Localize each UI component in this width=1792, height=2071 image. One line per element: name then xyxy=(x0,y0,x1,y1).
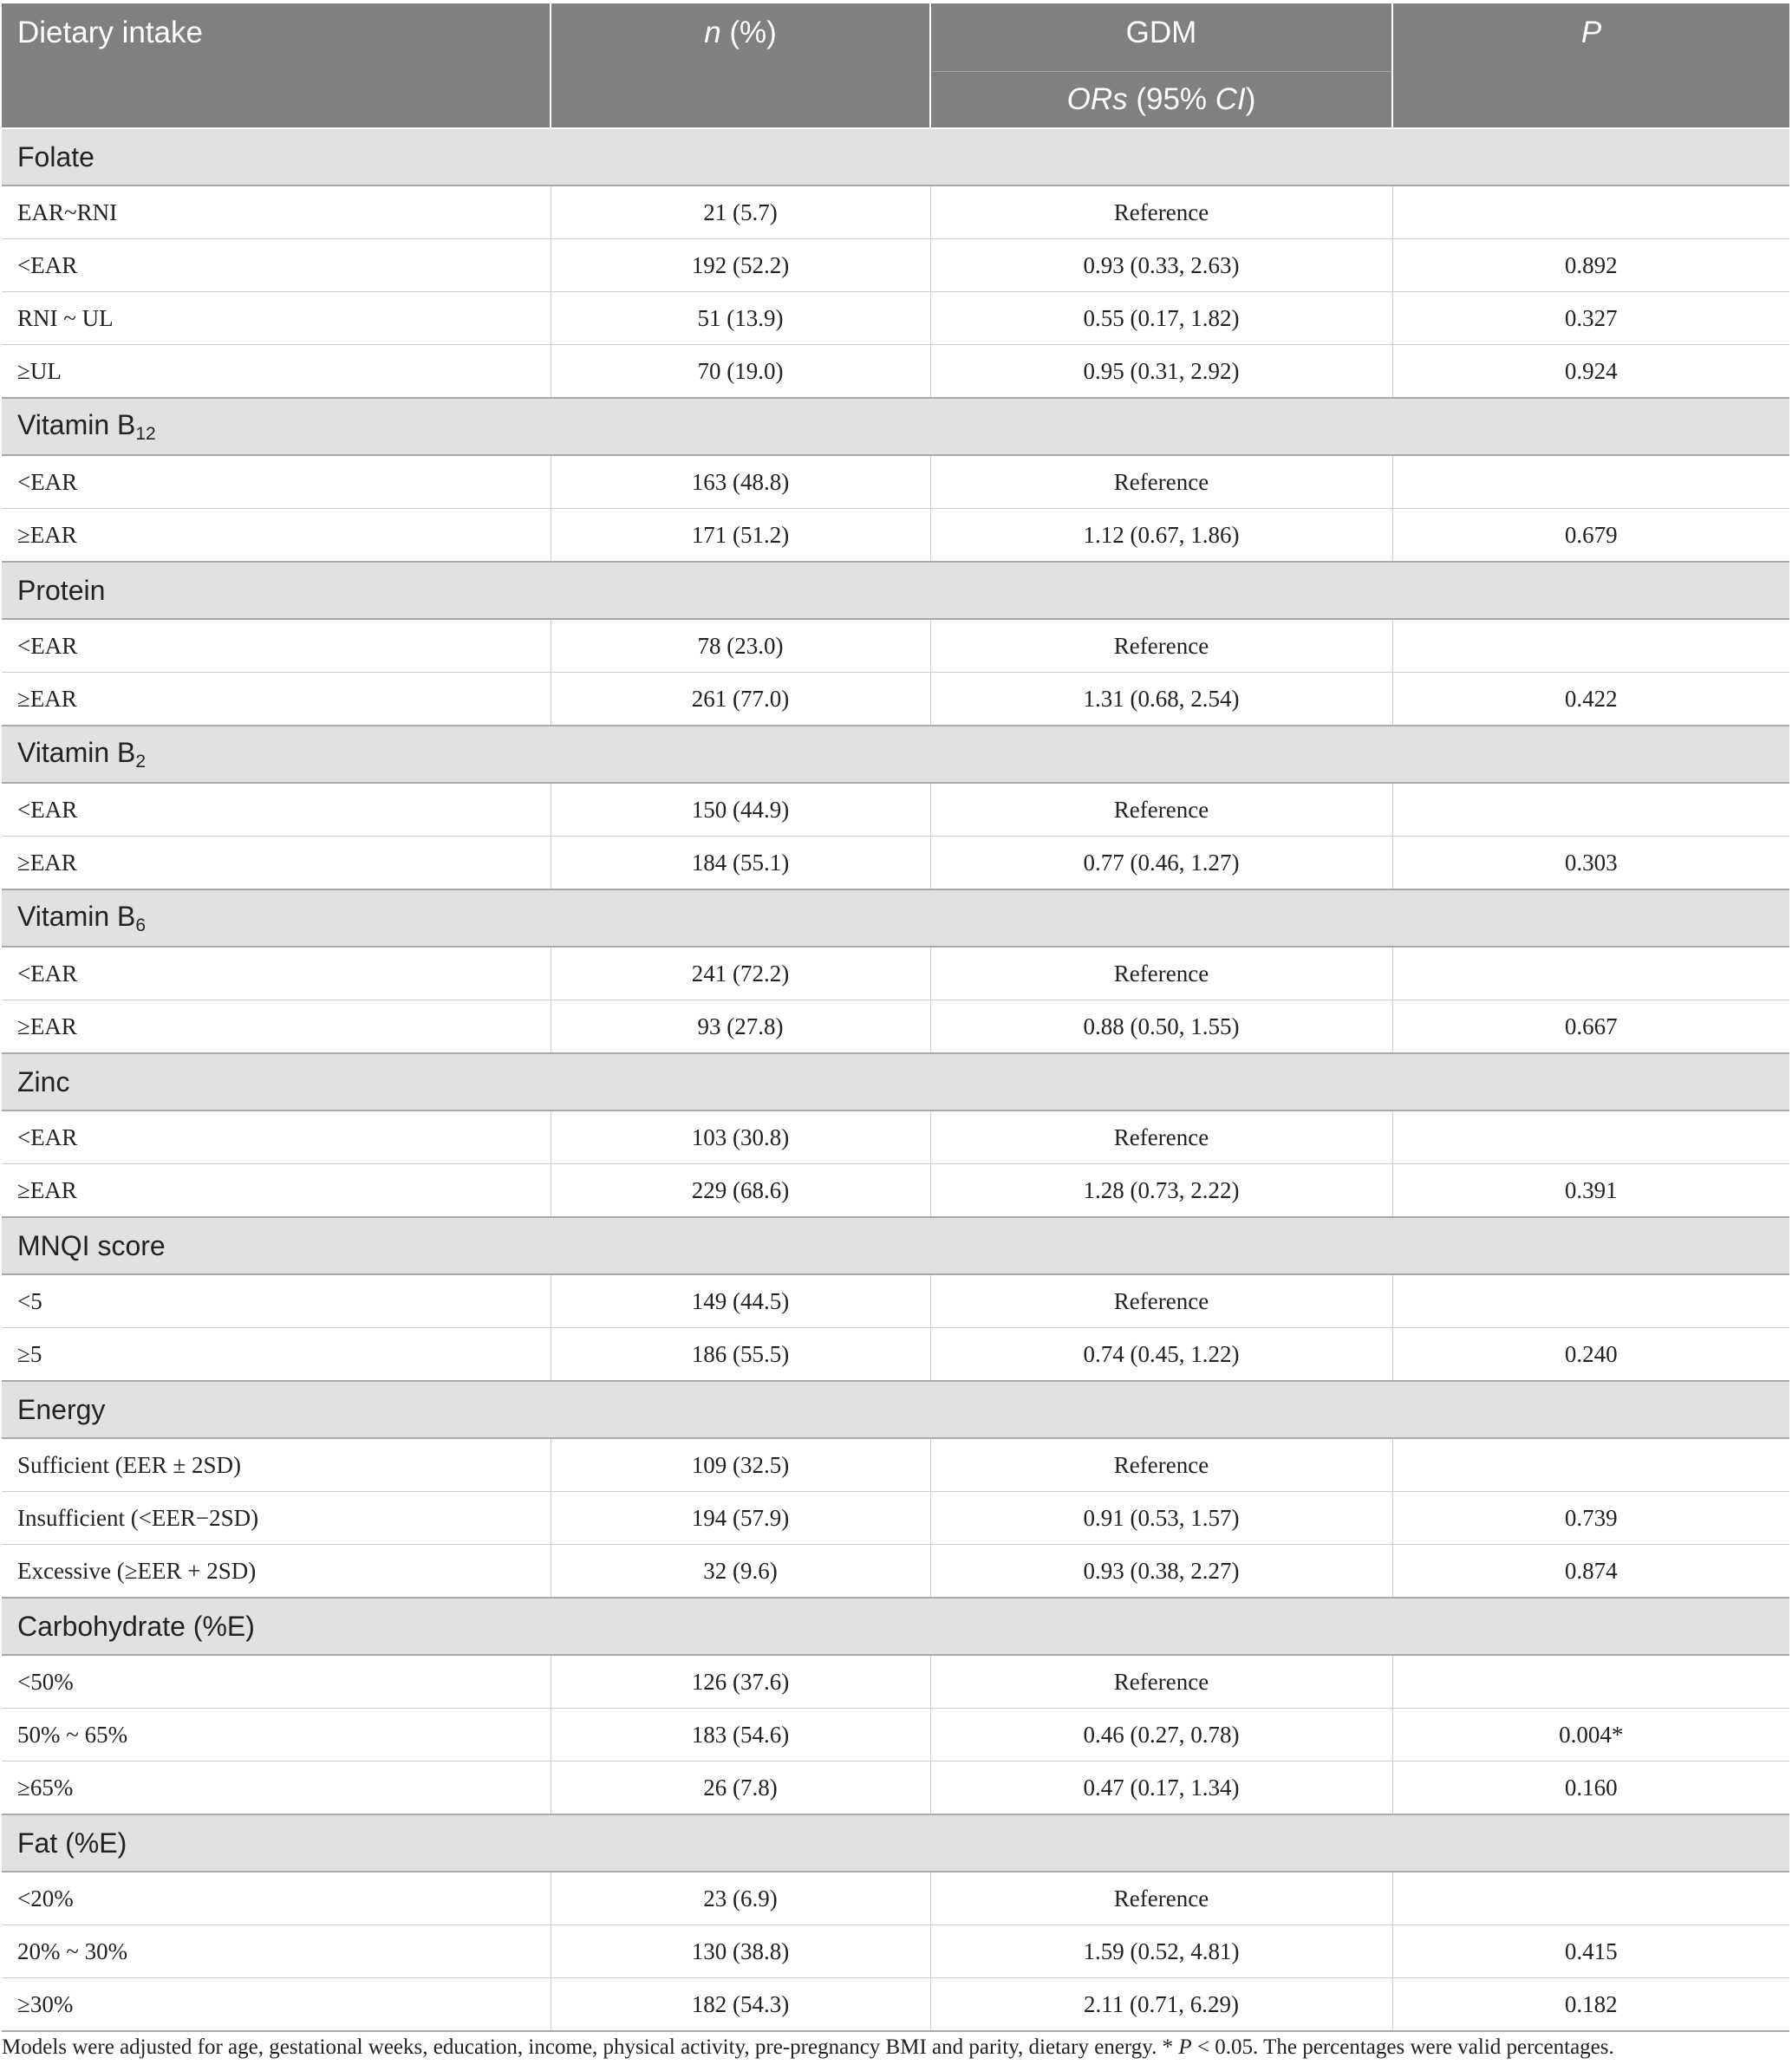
group-row xyxy=(2,1381,1789,1438)
table-row xyxy=(2,783,1789,837)
odds-ratio-cell: 0.93 (0.33, 2.63) xyxy=(930,239,1392,292)
odds-ratio-cell: 1.31 (0.68, 2.54) xyxy=(930,673,1392,726)
odds-ratio-cell: 1.59 (0.52, 4.81) xyxy=(930,1925,1392,1978)
odds-ratio-cell: 1.12 (0.67, 1.86) xyxy=(930,509,1392,563)
n-percent-cell: 194 (57.9) xyxy=(551,1492,930,1545)
group-row xyxy=(2,726,1789,783)
row-label-cell: RNI ~ UL xyxy=(2,292,551,345)
p-value-cell: 0.004* xyxy=(1392,1709,1789,1762)
table-row xyxy=(2,239,1789,292)
n-percent-cell: 186 (55.5) xyxy=(551,1328,930,1382)
group-label-cell xyxy=(2,128,1789,186)
n-percent-cell: 21 (5.7) xyxy=(551,186,930,239)
p-value-cell xyxy=(1392,1110,1789,1164)
table-row xyxy=(2,947,1789,1000)
p-value-cell xyxy=(1392,186,1789,239)
header-p-label: P xyxy=(1580,16,1602,49)
table-row xyxy=(2,1655,1789,1709)
table-row xyxy=(2,1709,1789,1762)
odds-ratio-cell: 0.74 (0.45, 1.22) xyxy=(930,1328,1392,1382)
group-label: Fat (%E) xyxy=(17,1827,127,1859)
odds-ratio-cell: Reference xyxy=(930,1438,1392,1492)
odds-ratio-cell: Reference xyxy=(930,1110,1392,1164)
p-value-cell xyxy=(1392,1872,1789,1925)
table-row xyxy=(2,1545,1789,1599)
header-p xyxy=(1392,3,1789,128)
table-row xyxy=(2,1000,1789,1054)
row-label-cell: ≥EAR xyxy=(2,1000,551,1054)
results-table xyxy=(2,3,1789,2032)
n-percent-cell: 149 (44.5) xyxy=(551,1274,930,1328)
odds-ratio-cell: 1.28 (0.73, 2.22) xyxy=(930,1164,1392,1218)
group-row xyxy=(2,128,1789,186)
p-value-cell: 0.415 xyxy=(1392,1925,1789,1978)
group-row xyxy=(2,1053,1789,1110)
row-label-cell: ≥EAR xyxy=(2,673,551,726)
table-row xyxy=(2,1328,1789,1382)
header-ci-close: ) xyxy=(1245,82,1256,116)
row-label-cell: <5 xyxy=(2,1274,551,1328)
odds-ratio-cell: Reference xyxy=(930,783,1392,837)
group-row xyxy=(2,1814,1789,1872)
row-label-cell: EAR~RNI xyxy=(2,186,551,239)
footnote-text-before: Models were adjusted for age, gestational weeks, education, income, physical activity, pre-pregnancy BMI and parity, dietary energy. * xyxy=(2,2035,1179,2059)
p-value-cell xyxy=(1392,619,1789,673)
p-value-cell: 0.874 xyxy=(1392,1545,1789,1599)
table-row xyxy=(2,455,1789,509)
table-row xyxy=(2,1925,1789,1978)
n-percent-cell: 23 (6.9) xyxy=(551,1872,930,1925)
table-header xyxy=(2,3,1789,128)
n-percent-cell: 130 (38.8) xyxy=(551,1925,930,1978)
n-percent-cell: 126 (37.6) xyxy=(551,1655,930,1709)
odds-ratio-cell: Reference xyxy=(930,186,1392,239)
n-percent-cell: 261 (77.0) xyxy=(551,673,930,726)
row-label-cell: <EAR xyxy=(2,619,551,673)
row-label-cell: ≥EAR xyxy=(2,837,551,890)
group-label-subscript: 6 xyxy=(135,915,147,935)
p-value-cell: 0.422 xyxy=(1392,673,1789,726)
p-value-cell xyxy=(1392,455,1789,509)
n-percent-cell: 93 (27.8) xyxy=(551,1000,930,1054)
p-value-cell xyxy=(1392,1438,1789,1492)
table-row xyxy=(2,1978,1789,2032)
p-value-cell: 0.892 xyxy=(1392,239,1789,292)
n-percent-cell: 150 (44.9) xyxy=(551,783,930,837)
footnote-text-after: < 0.05. The percentages were valid percentages. xyxy=(1191,2035,1614,2059)
table-body xyxy=(2,128,1789,2031)
p-value-cell: 0.182 xyxy=(1392,1978,1789,2032)
header-ci-label: CI xyxy=(1215,82,1246,116)
group-label: Zinc xyxy=(17,1065,70,1097)
odds-ratio-cell: 0.93 (0.38, 2.27) xyxy=(930,1545,1392,1599)
group-label-cell xyxy=(2,1053,1789,1110)
group-label-cell xyxy=(2,1598,1789,1655)
group-label-cell xyxy=(2,1381,1789,1438)
group-row xyxy=(2,1217,1789,1274)
n-percent-cell: 241 (72.2) xyxy=(551,947,930,1000)
footnote-p-symbol: P xyxy=(1178,2035,1192,2059)
n-percent-cell: 103 (30.8) xyxy=(551,1110,930,1164)
odds-ratio-cell: 0.95 (0.31, 2.92) xyxy=(930,345,1392,399)
group-label-cell xyxy=(2,562,1789,619)
table-row xyxy=(2,1164,1789,1218)
row-label-cell: <EAR xyxy=(2,1110,551,1164)
group-label-cell xyxy=(2,398,1789,455)
row-label-cell: ≥5 xyxy=(2,1328,551,1382)
table-row xyxy=(2,186,1789,239)
p-value-cell xyxy=(1392,1274,1789,1328)
p-value-cell: 0.240 xyxy=(1392,1328,1789,1382)
table-row xyxy=(2,1872,1789,1925)
table-row xyxy=(2,1438,1789,1492)
row-label-cell: <EAR xyxy=(2,783,551,837)
row-label-cell: <EAR xyxy=(2,455,551,509)
n-percent-cell: 229 (68.6) xyxy=(551,1164,930,1218)
odds-ratio-cell: Reference xyxy=(930,947,1392,1000)
row-label-cell: ≥EAR xyxy=(2,1164,551,1218)
row-label-cell: Insufficient (<EER−2SD) xyxy=(2,1492,551,1545)
table-row xyxy=(2,837,1789,890)
p-value-cell: 0.739 xyxy=(1392,1492,1789,1545)
group-label-cell xyxy=(2,889,1789,947)
group-label-subscript: 12 xyxy=(135,423,156,444)
header-dietary-intake-label: Dietary intake xyxy=(17,16,203,49)
row-label-cell: ≥30% xyxy=(2,1978,551,2032)
row-label-cell: <20% xyxy=(2,1872,551,1925)
table-row xyxy=(2,1110,1789,1164)
group-label-cell xyxy=(2,726,1789,783)
group-label: Folate xyxy=(17,140,94,173)
row-label-cell: <EAR xyxy=(2,239,551,292)
group-label: Vitamin B xyxy=(17,736,136,768)
table-row xyxy=(2,673,1789,726)
group-label-subscript: 2 xyxy=(135,751,147,772)
table-row xyxy=(2,345,1789,399)
table-row xyxy=(2,292,1789,345)
group-row xyxy=(2,889,1789,947)
group-label: Vitamin B xyxy=(17,408,136,440)
header-ors-label: ORs xyxy=(1066,82,1128,116)
header-gdm-label: GDM xyxy=(1125,16,1197,49)
group-label: MNQI score xyxy=(17,1229,166,1261)
p-value-cell: 0.391 xyxy=(1392,1164,1789,1218)
header-percent-label: (%) xyxy=(720,16,777,49)
p-value-cell: 0.679 xyxy=(1392,509,1789,563)
n-percent-cell: 51 (13.9) xyxy=(551,292,930,345)
group-label: Vitamin B xyxy=(17,900,136,932)
table-row xyxy=(2,1274,1789,1328)
p-value-cell xyxy=(1392,1655,1789,1709)
row-label-cell: <50% xyxy=(2,1655,551,1709)
row-label-cell: Sufficient (EER ± 2SD) xyxy=(2,1438,551,1492)
group-label: Energy xyxy=(17,1393,106,1425)
odds-ratio-cell: 2.11 (0.71, 6.29) xyxy=(930,1978,1392,2032)
n-percent-cell: 32 (9.6) xyxy=(551,1545,930,1599)
odds-ratio-cell: 0.55 (0.17, 1.82) xyxy=(930,292,1392,345)
row-label-cell: ≥EAR xyxy=(2,509,551,563)
header-ci-open: (95% xyxy=(1127,82,1215,116)
row-label-cell: Excessive (≥EER + 2SD) xyxy=(2,1545,551,1599)
p-value-cell: 0.160 xyxy=(1392,1762,1789,1815)
row-label-cell: 20% ~ 30% xyxy=(2,1925,551,1978)
table-row xyxy=(2,509,1789,563)
row-label-cell: <EAR xyxy=(2,947,551,1000)
odds-ratio-cell: Reference xyxy=(930,1655,1392,1709)
n-percent-cell: 171 (51.2) xyxy=(551,509,930,563)
p-value-cell xyxy=(1392,783,1789,837)
odds-ratio-cell: 0.77 (0.46, 1.27) xyxy=(930,837,1392,890)
n-percent-cell: 78 (23.0) xyxy=(551,619,930,673)
group-label-cell xyxy=(2,1217,1789,1274)
header-gdm xyxy=(930,3,1392,72)
table-row xyxy=(2,1492,1789,1545)
n-percent-cell: 26 (7.8) xyxy=(551,1762,930,1815)
p-value-cell: 0.667 xyxy=(1392,1000,1789,1054)
n-percent-cell: 184 (55.1) xyxy=(551,837,930,890)
odds-ratio-cell: Reference xyxy=(930,455,1392,509)
n-percent-cell: 163 (48.8) xyxy=(551,455,930,509)
odds-ratio-cell: Reference xyxy=(930,1274,1392,1328)
p-value-cell xyxy=(1392,947,1789,1000)
group-label: Protein xyxy=(17,574,106,606)
n-percent-cell: 182 (54.3) xyxy=(551,1978,930,2032)
n-percent-cell: 183 (54.6) xyxy=(551,1709,930,1762)
odds-ratio-cell: 0.88 (0.50, 1.55) xyxy=(930,1000,1392,1054)
group-label-cell xyxy=(2,1814,1789,1872)
group-label: Carbohydrate (%E) xyxy=(17,1610,255,1642)
p-value-cell: 0.924 xyxy=(1392,345,1789,399)
header-ors-ci xyxy=(930,72,1392,129)
header-n-label: n xyxy=(704,16,721,49)
row-label-cell: ≥65% xyxy=(2,1762,551,1815)
table-row xyxy=(2,619,1789,673)
table-row xyxy=(2,1762,1789,1815)
odds-ratio-cell: 0.47 (0.17, 1.34) xyxy=(930,1762,1392,1815)
group-row xyxy=(2,398,1789,455)
p-value-cell: 0.303 xyxy=(1392,837,1789,890)
row-label-cell: ≥UL xyxy=(2,345,551,399)
row-label-cell: 50% ~ 65% xyxy=(2,1709,551,1762)
odds-ratio-cell: Reference xyxy=(930,619,1392,673)
odds-ratio-cell: 0.91 (0.53, 1.57) xyxy=(930,1492,1392,1545)
n-percent-cell: 109 (32.5) xyxy=(551,1438,930,1492)
odds-ratio-cell: Reference xyxy=(930,1872,1392,1925)
n-percent-cell: 70 (19.0) xyxy=(551,345,930,399)
group-row xyxy=(2,562,1789,619)
group-row xyxy=(2,1598,1789,1655)
p-value-cell: 0.327 xyxy=(1392,292,1789,345)
header-dietary-intake xyxy=(2,3,551,128)
header-n-percent xyxy=(551,3,930,128)
table-footnote xyxy=(2,2035,1614,2060)
n-percent-cell: 192 (52.2) xyxy=(551,239,930,292)
odds-ratio-cell: 0.46 (0.27, 0.78) xyxy=(930,1709,1392,1762)
